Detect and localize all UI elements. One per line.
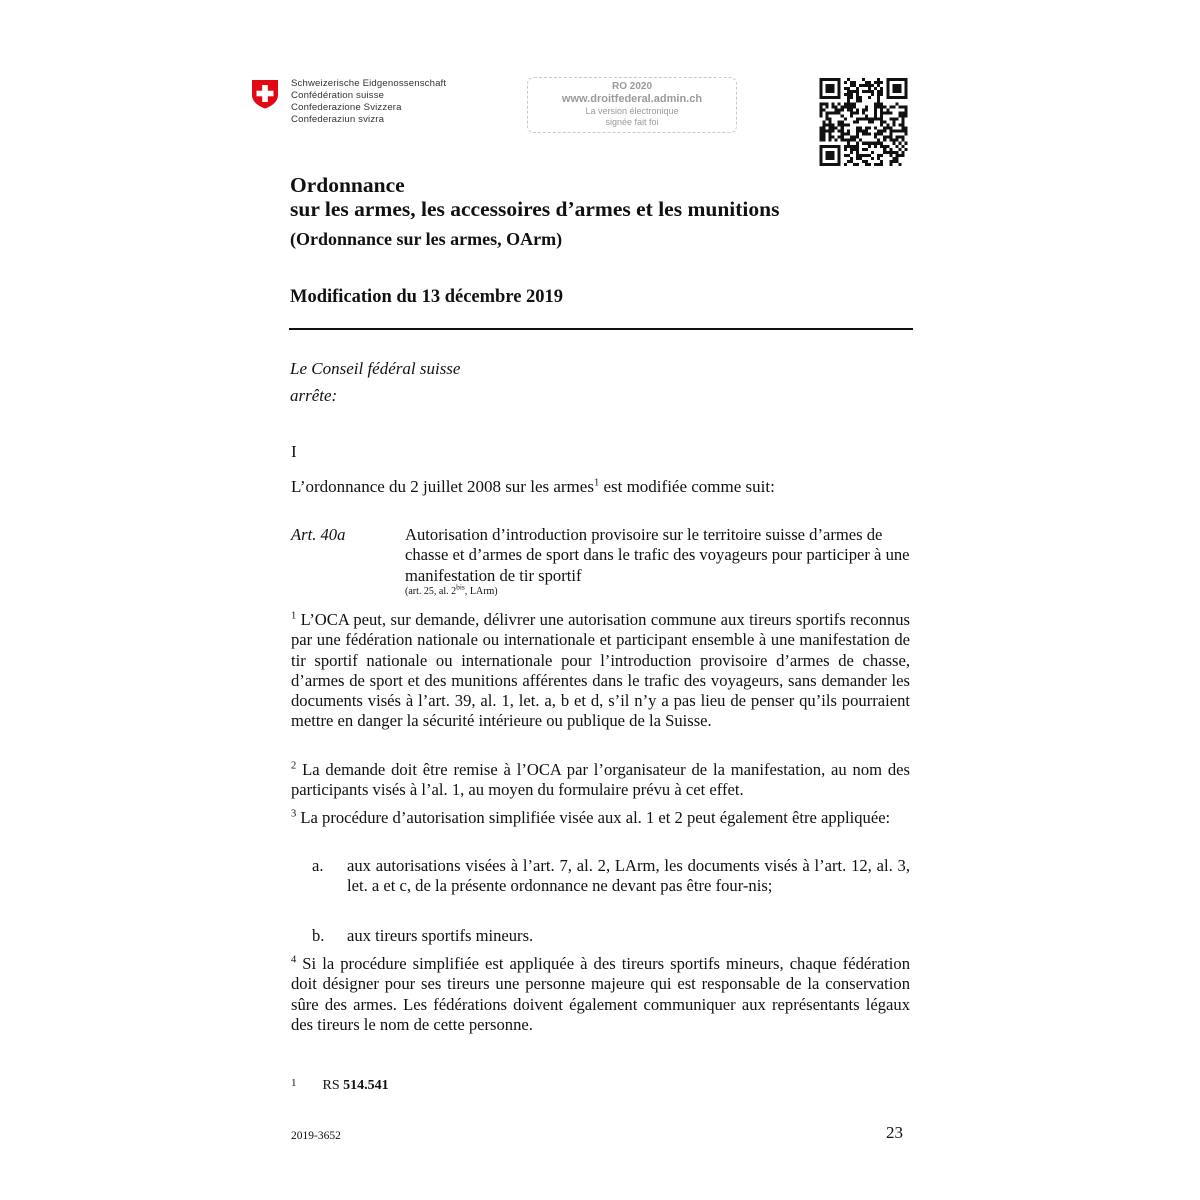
footnote (291, 1078, 389, 1094)
stamp-note-line1: La version électronique (585, 106, 679, 116)
document-short-title: (Ordonnance sur les armes, OArm) (290, 229, 563, 249)
article-legal-reference: (art. 25, al. $2^{bis}$, LArm) (405, 582, 498, 597)
paragraph-number: 3 (291, 808, 297, 820)
article-heading (405, 525, 910, 598)
decree-verb: arrête: (290, 386, 338, 405)
document-subtitle: sur les armes, les accessoires d’armes et les munitions (290, 197, 780, 221)
list-item-text-b: aux tireurs sportifs mineurs. (347, 926, 534, 945)
article-paragraph-2 (291, 760, 910, 801)
paragraph-text: La procédure d’autorisation simplifiée visée aux al. 1 et 2 peut également être appliquée: (296, 808, 891, 827)
stamp-collection: RO 2020 (611, 81, 653, 92)
stamp-note-line2: signée fait foi (605, 116, 659, 127)
document-number: 2019-3652 (291, 1130, 341, 1142)
document-title: Ordonnance (290, 173, 405, 197)
footnote-prefix: RS (322, 1078, 344, 1093)
paragraph-text: La demande doit être remise à l’OCA par l’organisateur de la manifestation, au nom des participants visés à l’al. 1, au moyen du formulaire prévu à cet effet. (291, 760, 910, 800)
list-item-letter-b: b. (312, 926, 325, 945)
list-item-text-a: aux autorisations visées à l’art. 7, al. 2, LArm, les documents visés à l’art. 12, al. 3, let. a et c, de la présente ordonnance ne devant pas être four-nis; (347, 856, 910, 896)
confederation-name-block (291, 78, 446, 126)
article-paragraph-1 (291, 610, 910, 732)
official-publication-stamp (527, 77, 737, 133)
confederation-line-rm: Confederaziun svizra (291, 114, 385, 126)
confederation-line-it: Confederazione Svizzera (291, 102, 402, 114)
paragraph-text: Si la procédure simplifiée est appliquée à des tireurs sportifs mineurs, chaque fédération doit désigner pour ses tireurs une personne majeure qui est responsable de la conservation sûre des armes. Les fédérations doivent également communiquer aux représentants légaux des tireurs le nom de cette personne. (291, 954, 910, 1034)
title-divider (289, 328, 913, 330)
swiss-cross-emblem-icon (251, 79, 279, 109)
article-paragraph-4 (291, 954, 910, 1035)
paragraph-number: 2 (291, 760, 297, 772)
qr-code-icon (819, 78, 908, 166)
confederation-line-de: Schweizerische Eidgenossenschaft (291, 78, 447, 89)
footnote-number: 1 (291, 1077, 297, 1089)
modification-date: Modification du 13 décembre 2019 (290, 287, 564, 307)
footnote-marker: 1 (593, 477, 600, 489)
paragraph-number: 4 (291, 954, 297, 966)
paragraph-text: L’OCA peut, sur demande, délivrer une autorisation commune aux tireurs sportifs reconnus par une fédération nationale ou internationale et participant ensemble à une manifestation de tir sportif nationale ou internationale pour l’introduction provisoire d’armes de chasse, d’armes de sport et des munitions afférentes dans le trafic des voyageurs, sans demander les documents visés à l’art. 39, al. 1, let. a, b et d, s’il n’y a pas lieu de penser qu’ils pourraient mettre en danger la sécurité intérieure ou publique de la Suisse. (291, 610, 910, 731)
list-item-letter-a: a. (312, 856, 324, 875)
paragraph-number: 1 (291, 610, 297, 622)
section-number: I (291, 442, 297, 461)
article-title: Autorisation d’introduction provisoire sur le territoire suisse d’armes de chasse et d’armes de sport dans le trafic des voyageurs pour participer à une manifestation de tir sportif (405, 525, 910, 585)
page-number: 23 (886, 1123, 903, 1142)
article-paragraph-3 (291, 808, 910, 828)
stamp-website: www.droitfederal.admin.ch (561, 93, 703, 105)
article-label: Art. 40a (291, 525, 346, 544)
issuing-authority: Le Conseil fédéral suisse (290, 359, 461, 378)
section-intro-tail: est modifiée comme suit: (599, 477, 775, 496)
section-intro (291, 477, 775, 497)
confederation-line-fr: Confédération suisse (291, 90, 385, 102)
footnote-reference: 514.541 (343, 1078, 389, 1093)
section-intro-text: L’ordonnance du 2 juillet 2008 sur les armes (291, 477, 594, 496)
